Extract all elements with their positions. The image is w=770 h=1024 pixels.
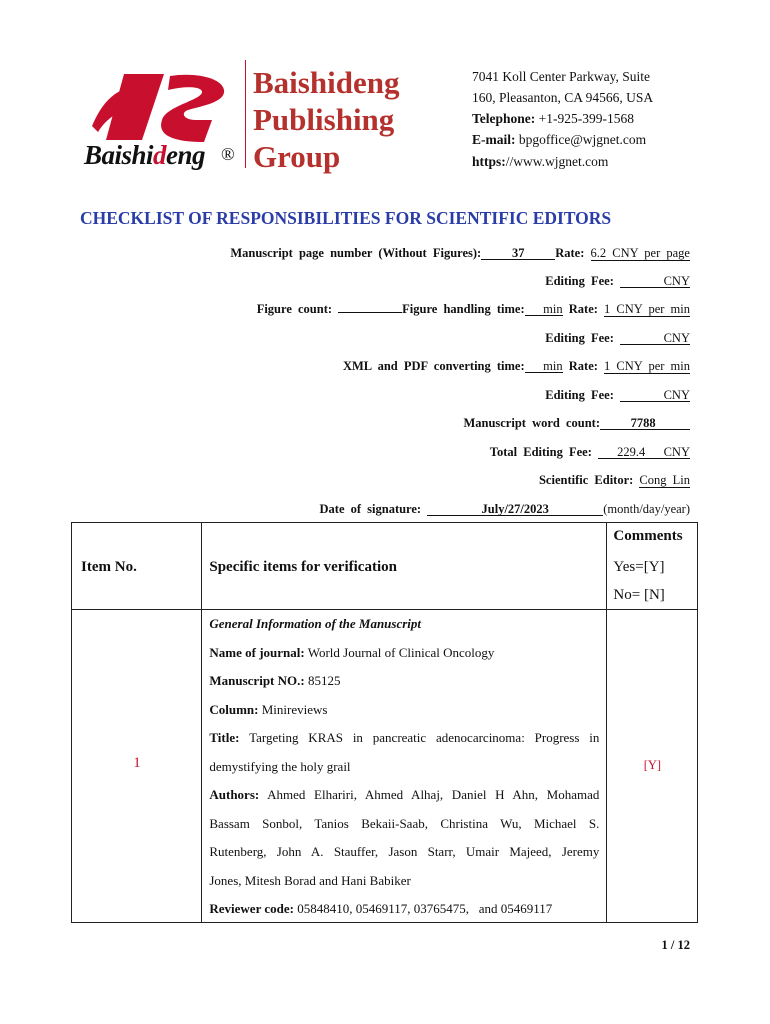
table-header-row	[72, 523, 698, 610]
editing-fee-row-3	[545, 388, 690, 403]
title-line-1: Title: Targeting KRAS in pancreatic adenocarcinoma: Progress in	[209, 730, 600, 745]
email-label: E-mail:	[472, 132, 516, 147]
address-line1: 7041 Koll Center Parkway, Suite	[472, 69, 650, 84]
reviewer-code-line: Reviewer code: 05848410, 05469117, 03765475, and 05469117	[209, 901, 553, 916]
logo-wordmark: Baishideng	[84, 140, 206, 170]
figure-handling-min: min	[525, 303, 563, 316]
header-specific-items: Specific items for verification	[209, 559, 397, 575]
header-yes: Yes=[Y]	[613, 559, 665, 575]
scientific-editor-value: Cong Lin	[639, 473, 690, 487]
website-link[interactable]: //www.wjgnet.com	[505, 154, 609, 169]
website-label: https:	[472, 154, 506, 169]
title-line-2: demystifying the holy grail	[209, 758, 351, 774]
editing-fee-currency: CNY	[620, 332, 690, 345]
xml-rate-value: 1 CNY per min	[604, 359, 690, 373]
manuscript-no-line: Manuscript NO.: 85125	[209, 673, 341, 688]
xml-pdf-label: XML and PDF converting time:	[342, 359, 525, 373]
logo-divider	[245, 60, 246, 168]
date-value: July/27/2023	[427, 503, 603, 516]
header-items-cell	[202, 523, 607, 610]
email	[472, 132, 646, 148]
authors-line-1: Authors: Ahmed Elhariri, Ahmed Alhaj, Daniel H Ahn, Mohamad	[209, 787, 600, 802]
checklist-table	[71, 522, 698, 923]
editing-fee-label: Editing Fee:	[545, 274, 614, 288]
date-format: (month/day/year)	[603, 502, 690, 516]
website	[472, 154, 608, 170]
row-number: 1	[133, 755, 141, 771]
journal-line: Name of journal: World Journal of Clinical Oncology	[209, 644, 495, 660]
word-count-label: Manuscript word count:	[463, 416, 600, 430]
row-comment-cell	[607, 610, 698, 923]
figure-handling-label: Figure handling time:	[402, 302, 525, 316]
brand-name-line3: Group	[253, 139, 341, 174]
page-number-value: 37	[481, 247, 555, 260]
brand-name-line1: Baishideng	[253, 65, 400, 100]
figure-row	[257, 302, 690, 317]
total-fee-row	[490, 445, 690, 460]
date-label: Date of signature:	[319, 502, 422, 516]
editing-fee-row-1	[545, 274, 690, 289]
rate-label: Rate:	[568, 359, 598, 373]
authors-line-2: Bassam Sonbol, Tanios Bekaii-Saab, Christina Wu, Michael S.	[209, 815, 600, 831]
scientific-editor-label: Scientific Editor:	[538, 473, 634, 487]
editing-fee-row-2	[545, 331, 690, 346]
total-fee-value: 229.4 CNY	[598, 446, 690, 459]
row-number-cell	[72, 610, 202, 923]
rate-label: Rate:	[555, 246, 585, 260]
authors-line-4: Jones, Mitesh Borad and Hani Babiker	[209, 872, 411, 888]
email-link[interactable]: bpgoffice@wjgnet.com	[518, 132, 647, 147]
page-number-row	[230, 246, 690, 261]
manuscript-info	[209, 610, 599, 924]
telephone-label: Telephone:	[472, 111, 536, 126]
column-line: Column: Minireviews	[209, 701, 328, 717]
telephone	[472, 111, 634, 127]
figure-count-label: Figure count:	[256, 302, 333, 316]
header-no: No= [N]	[613, 587, 665, 603]
page-rate-value: 6.2 CNY per page	[590, 246, 690, 260]
header-comments: Comments	[613, 528, 683, 544]
editing-fee-currency: CNY	[620, 389, 690, 402]
scientific-editor-row	[539, 473, 690, 488]
figure-rate-value: 1 CNY per min	[604, 302, 690, 316]
page-number: 1 / 12	[661, 938, 690, 952]
page-number-label: Manuscript page number (Without Figures):	[230, 246, 482, 260]
date-row	[320, 502, 691, 517]
figure-count-blank	[338, 312, 402, 313]
editing-fee-label: Editing Fee:	[545, 331, 614, 345]
header-comments-cell	[607, 523, 698, 610]
authors-line-3: Rutenberg, John A. Stauffer, Jason Starr, Umair Majeed, Jeremy	[209, 844, 600, 859]
rate-label: Rate:	[568, 302, 598, 316]
row-answer: [Y]	[643, 758, 662, 772]
word-count-value: 7788	[600, 417, 690, 430]
telephone-value: +1-925-399-1568	[538, 111, 634, 126]
row-details-cell	[202, 610, 607, 923]
registered-mark: ®	[221, 144, 235, 164]
header-item-no-cell	[72, 523, 202, 610]
xml-pdf-min: min	[525, 360, 563, 373]
address-line2: 160, Pleasanton, CA 94566, USA	[472, 90, 654, 105]
page-title: CHECKLIST OF RESPONSIBILITIES FOR SCIENTIFIC EDITORS	[80, 208, 612, 228]
word-count-row	[463, 416, 690, 431]
xml-pdf-row	[343, 359, 690, 374]
header-item-no: Item No.	[81, 559, 137, 575]
total-fee-label: Total Editing Fee:	[489, 445, 592, 459]
editing-fee-currency: CNY	[620, 275, 690, 288]
table-row	[72, 610, 698, 923]
brand-name-line2: Publishing	[253, 102, 395, 137]
editing-fee-label: Editing Fee:	[545, 388, 614, 402]
section-heading: General Information of the Manuscript	[209, 616, 422, 631]
